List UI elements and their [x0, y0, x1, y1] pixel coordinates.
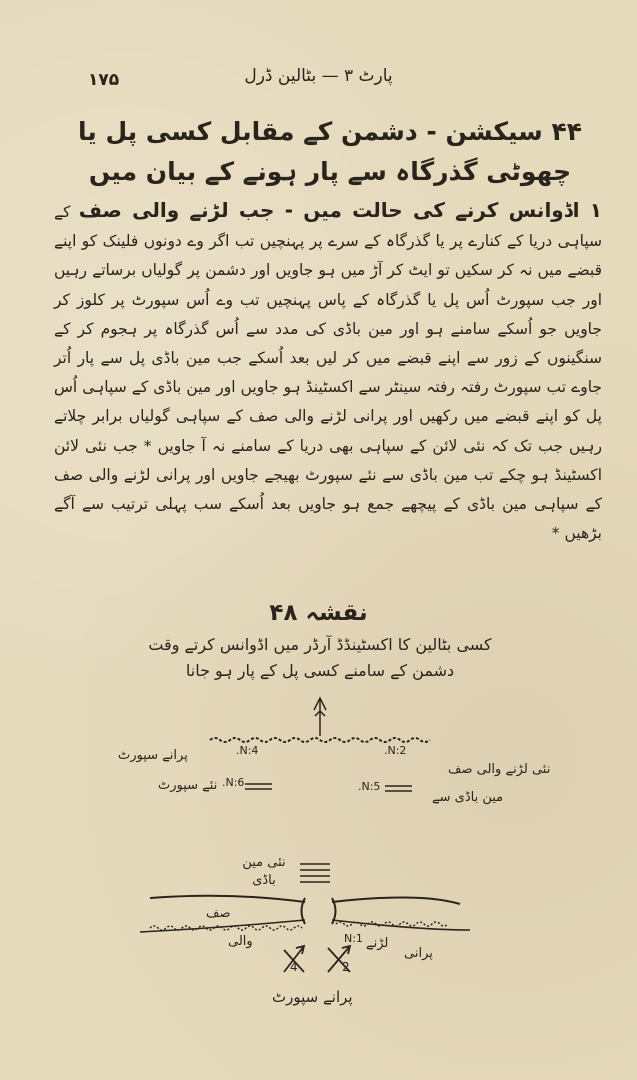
bridge	[302, 898, 336, 924]
label-num4: 4	[290, 960, 298, 974]
new-main-body-block	[300, 864, 330, 882]
new-support-block	[245, 784, 272, 789]
label-from-main-body: مین باڈی سے	[432, 790, 504, 805]
label-old-support: پرانے سپورٹ	[118, 748, 188, 763]
map-title: نقشہ ۴۸	[269, 600, 368, 626]
label-fighting-line-left: صف	[206, 906, 231, 921]
label-fighting-right: لڑنے	[366, 936, 389, 951]
new-fighting-line	[210, 738, 430, 742]
label-no1: N:1	[344, 932, 363, 945]
heading-line-1: ۴۴ سیکشن - دشمن کے مقابل کسی پل یا	[78, 117, 582, 146]
label-num2: 2	[342, 960, 350, 974]
label-no2: N:2.	[384, 744, 407, 757]
running-head: پارٹ ۳ — بٹالین ڈرل	[244, 66, 393, 86]
label-new-main-body: نئی مین باڈی	[242, 855, 286, 888]
paragraph-lead: ۱ اڈوانس کرنے کی حالت میں - جب لڑنے والی صف	[78, 198, 602, 222]
label-fighting-left2: والی	[228, 934, 253, 949]
heading-line-2: چھوٹی گذرگاہ سے پار ہونے کے بیان میں	[88, 157, 572, 186]
label-no5: N:5.	[358, 780, 381, 793]
label-new-fighting-line: نئی لڑنے والی صف	[448, 762, 551, 777]
caption-line-2: دشمن کے سامنے کسی پل کے پار ہو جانا	[185, 661, 455, 680]
label-old-right: پرانی	[404, 946, 433, 961]
page-number: ۱۷۵	[88, 70, 120, 90]
paragraph-text: کے سپاہی دریا کے کنارے پر یا گذرگاہ کے سرے پر پہنچیں تب اگر وے دونوں فلینک کو اپنے قبضے میں نہ کر سکیں تو ایٹ کر آڑ میں ہو جاویں اور دشمن پر گولیاں برساتے رہیں اور جب سپورٹ اُس پل یا گذرگاہ کے پاس پہنچیں تب وے اُس سپورٹ پر کلوز کر جاویں جو اُسکے سامنے ہو اور مین باڈی کی مدد سے اُس گذرگاہ پر ہجوم کر کے سنگینوں کے زور سے اپنے قبضے میں کر لیں بعد اُسکے جب مین باڈی پل سے پار اُتر جاوے تب سپورٹ رفتہ رفتہ سینٹر سے اکسٹینڈ ہو جاویں اور مین باڈی کے سپاہی اُس پل کو اپنے قبضے میں رکھیں اور پرانی لڑنے والی صف کے سپاہی گولیاں برابر چلاتے رہیں جب تک کہ نئی لائن کے سپاہی بھی دریا کے سامنے نہ آ جاویں * جب نئی لائن اکسٹینڈ ہو چکے تب مین باڈی سے نئے سپورٹ بھیجے جاویں اور پرانی لڑنے والی صف کے سپاہی مین باڈی کے پیچھے جمع ہو جاویں بعد اُسکے سب پہلی ترتیب سے آگے بڑھیں *	[54, 203, 602, 543]
north-arrow-icon	[314, 698, 326, 736]
main-body-block	[385, 786, 412, 791]
label-old-support-bottom: پرانے سپورٹ	[272, 988, 353, 1006]
label-no4: N:4.	[236, 744, 259, 757]
label-no6: N:6.	[222, 776, 245, 789]
label-new-support: نئے سپورٹ	[158, 778, 218, 793]
caption-line-1: کسی بٹالین کا اکسٹینڈڈ آرڈر میں اڈوانس کرتے وقت	[148, 635, 492, 654]
